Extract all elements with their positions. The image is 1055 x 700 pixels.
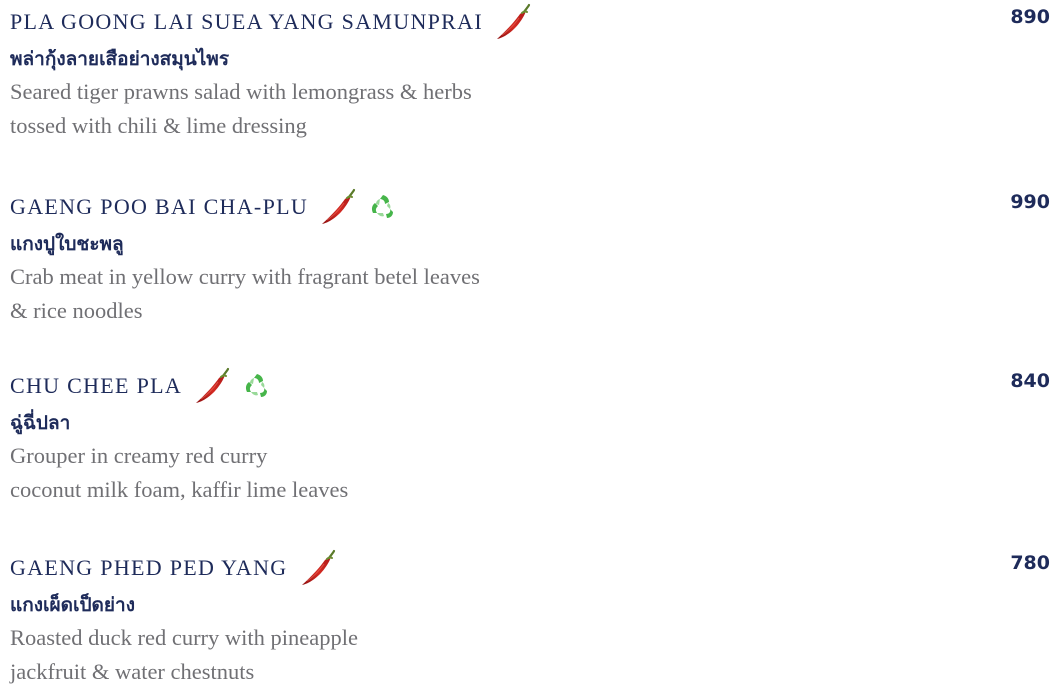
chili-icon: [298, 548, 338, 588]
dish-thai-name: ฉู่ฉี่ปลา: [10, 412, 71, 434]
dish-description-line: & rice noodles: [10, 298, 143, 323]
dish-thai-name: พล่ากุ้งลายเสือย่างสมุนไพร: [10, 48, 230, 70]
dish-description-line: jackfruit & water chestnuts: [10, 659, 255, 684]
eco-leaf-icon: [242, 371, 272, 401]
eco-leaf-icon: [368, 192, 398, 222]
dish-description-line: Crab meat in yellow curry with fragrant betel leaves: [10, 264, 480, 289]
chili-icon: [318, 187, 358, 227]
menu-item: [10, 548, 1050, 688]
dish-name: GAENG PHED PED YANG: [10, 555, 288, 580]
dish-price: 840: [1010, 370, 1050, 392]
menu-item: [10, 366, 1050, 506]
menu-item: [10, 2, 1050, 142]
dish-thai-name: แกงเผ็ดเป็ดย่าง: [10, 594, 135, 616]
dish-description-line: Grouper in creamy red curry: [10, 443, 268, 468]
dish-thai-name: แกงปูใบชะพลู: [10, 233, 124, 255]
dish-name: GAENG POO BAI CHA-PLU: [10, 194, 309, 219]
dish-description-line: Seared tiger prawns salad with lemongrass & herbs: [10, 79, 472, 104]
dish-price: 890: [1010, 6, 1050, 28]
dish-price: 780: [1010, 552, 1050, 574]
menu-item: [10, 187, 1050, 327]
chili-icon: [493, 2, 533, 42]
dish-description-line: Roasted duck red curry with pineapple: [10, 625, 359, 650]
dish-description-line: tossed with chili & lime dressing: [10, 113, 307, 138]
dish-name: PLA GOONG LAI SUEA YANG SAMUNPRAI: [10, 9, 483, 34]
dish-name: CHU CHEE PLA: [10, 373, 183, 398]
dish-description-line: coconut milk foam, kaffir lime leaves: [10, 477, 349, 502]
chili-icon: [192, 366, 232, 406]
dish-price: 990: [1010, 191, 1050, 213]
